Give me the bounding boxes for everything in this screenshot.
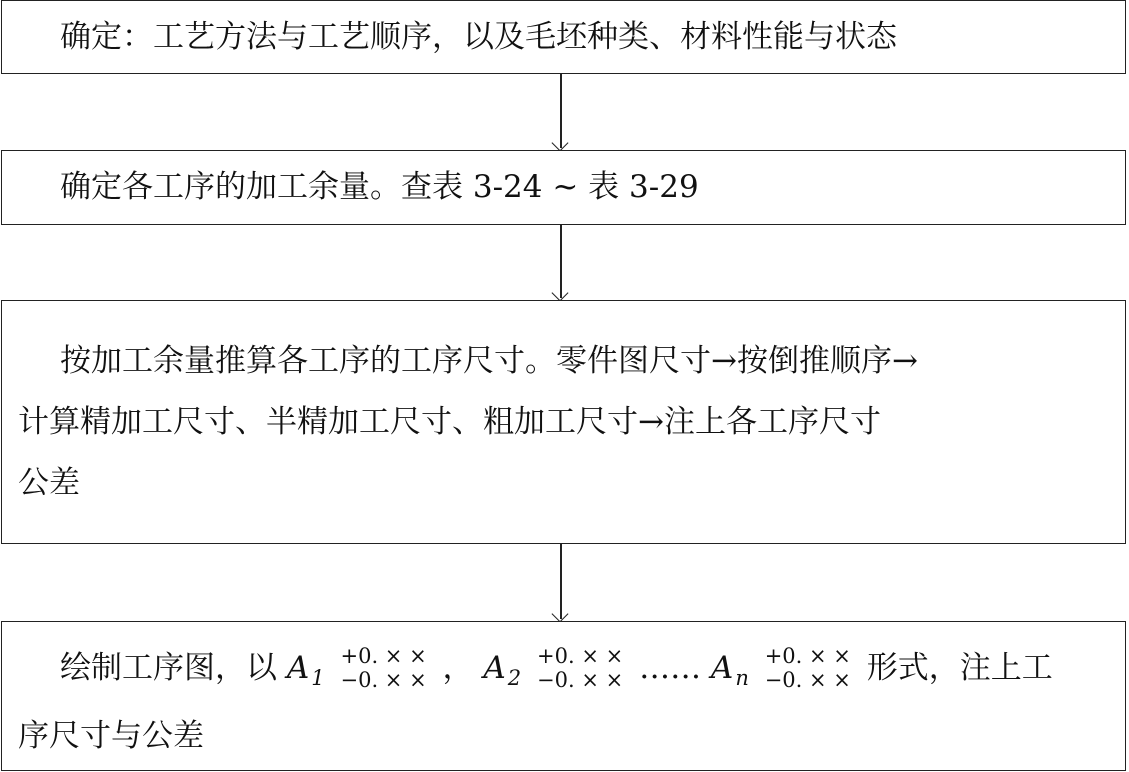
- comma: ，: [442, 650, 474, 686]
- sub-1: 1: [311, 666, 325, 690]
- step-4-box: [1, 621, 1126, 771]
- flow-arrow-1: [560, 74, 562, 148]
- tolerance-upper: +0. × ×: [537, 643, 624, 668]
- sub-n: n: [735, 666, 749, 690]
- step-3-line-3: 公差: [18, 465, 80, 501]
- tolerance-2: [537, 644, 623, 692]
- step-1-box: [1, 0, 1126, 74]
- dimension-an: [710, 650, 749, 690]
- step-4-prefix: 绘制工序图，以: [60, 650, 277, 686]
- step-4-line-1: [60, 644, 1053, 702]
- tolerance-upper: +0. × ×: [340, 643, 427, 668]
- tolerance-upper: +0. × ×: [764, 643, 851, 668]
- tolerance-lower: −0. × ×: [340, 667, 427, 692]
- dimension-a1: [286, 650, 325, 690]
- var-a: A: [710, 650, 734, 686]
- step-3-line-1: 按加工余量推算各工序的工序尺寸。零件图尺寸→按倒推顺序→: [60, 343, 918, 379]
- step-2-text: 确定各工序的加工余量。查表 3-24 ~ 表 3-29: [60, 169, 699, 205]
- ellipsis: ……: [639, 650, 702, 686]
- tolerance-n: [765, 644, 851, 692]
- step-3-box: [1, 300, 1126, 544]
- step-4-suffix: 形式，注上工: [866, 650, 1053, 686]
- sub-2: 2: [507, 666, 522, 690]
- tolerance-lower: −0. × ×: [537, 667, 624, 692]
- flow-arrow-2: [560, 225, 562, 298]
- dimension-a2: [483, 650, 522, 690]
- tolerance-1: [340, 644, 426, 692]
- var-a: A: [286, 650, 310, 686]
- var-a: A: [483, 650, 506, 686]
- tolerance-lower: −0. × ×: [764, 667, 851, 692]
- step-1-text: 确定：工艺方法与工艺顺序，以及毛坯种类、材料性能与状态: [60, 19, 897, 55]
- flow-arrow-3: [560, 544, 562, 619]
- step-2-box: [1, 150, 1126, 225]
- step-4-line-2: 序尺寸与公差: [18, 718, 204, 754]
- step-3-line-2: 计算精加工尺寸、半精加工尺寸、粗加工尺寸→注上各工序尺寸: [18, 404, 881, 440]
